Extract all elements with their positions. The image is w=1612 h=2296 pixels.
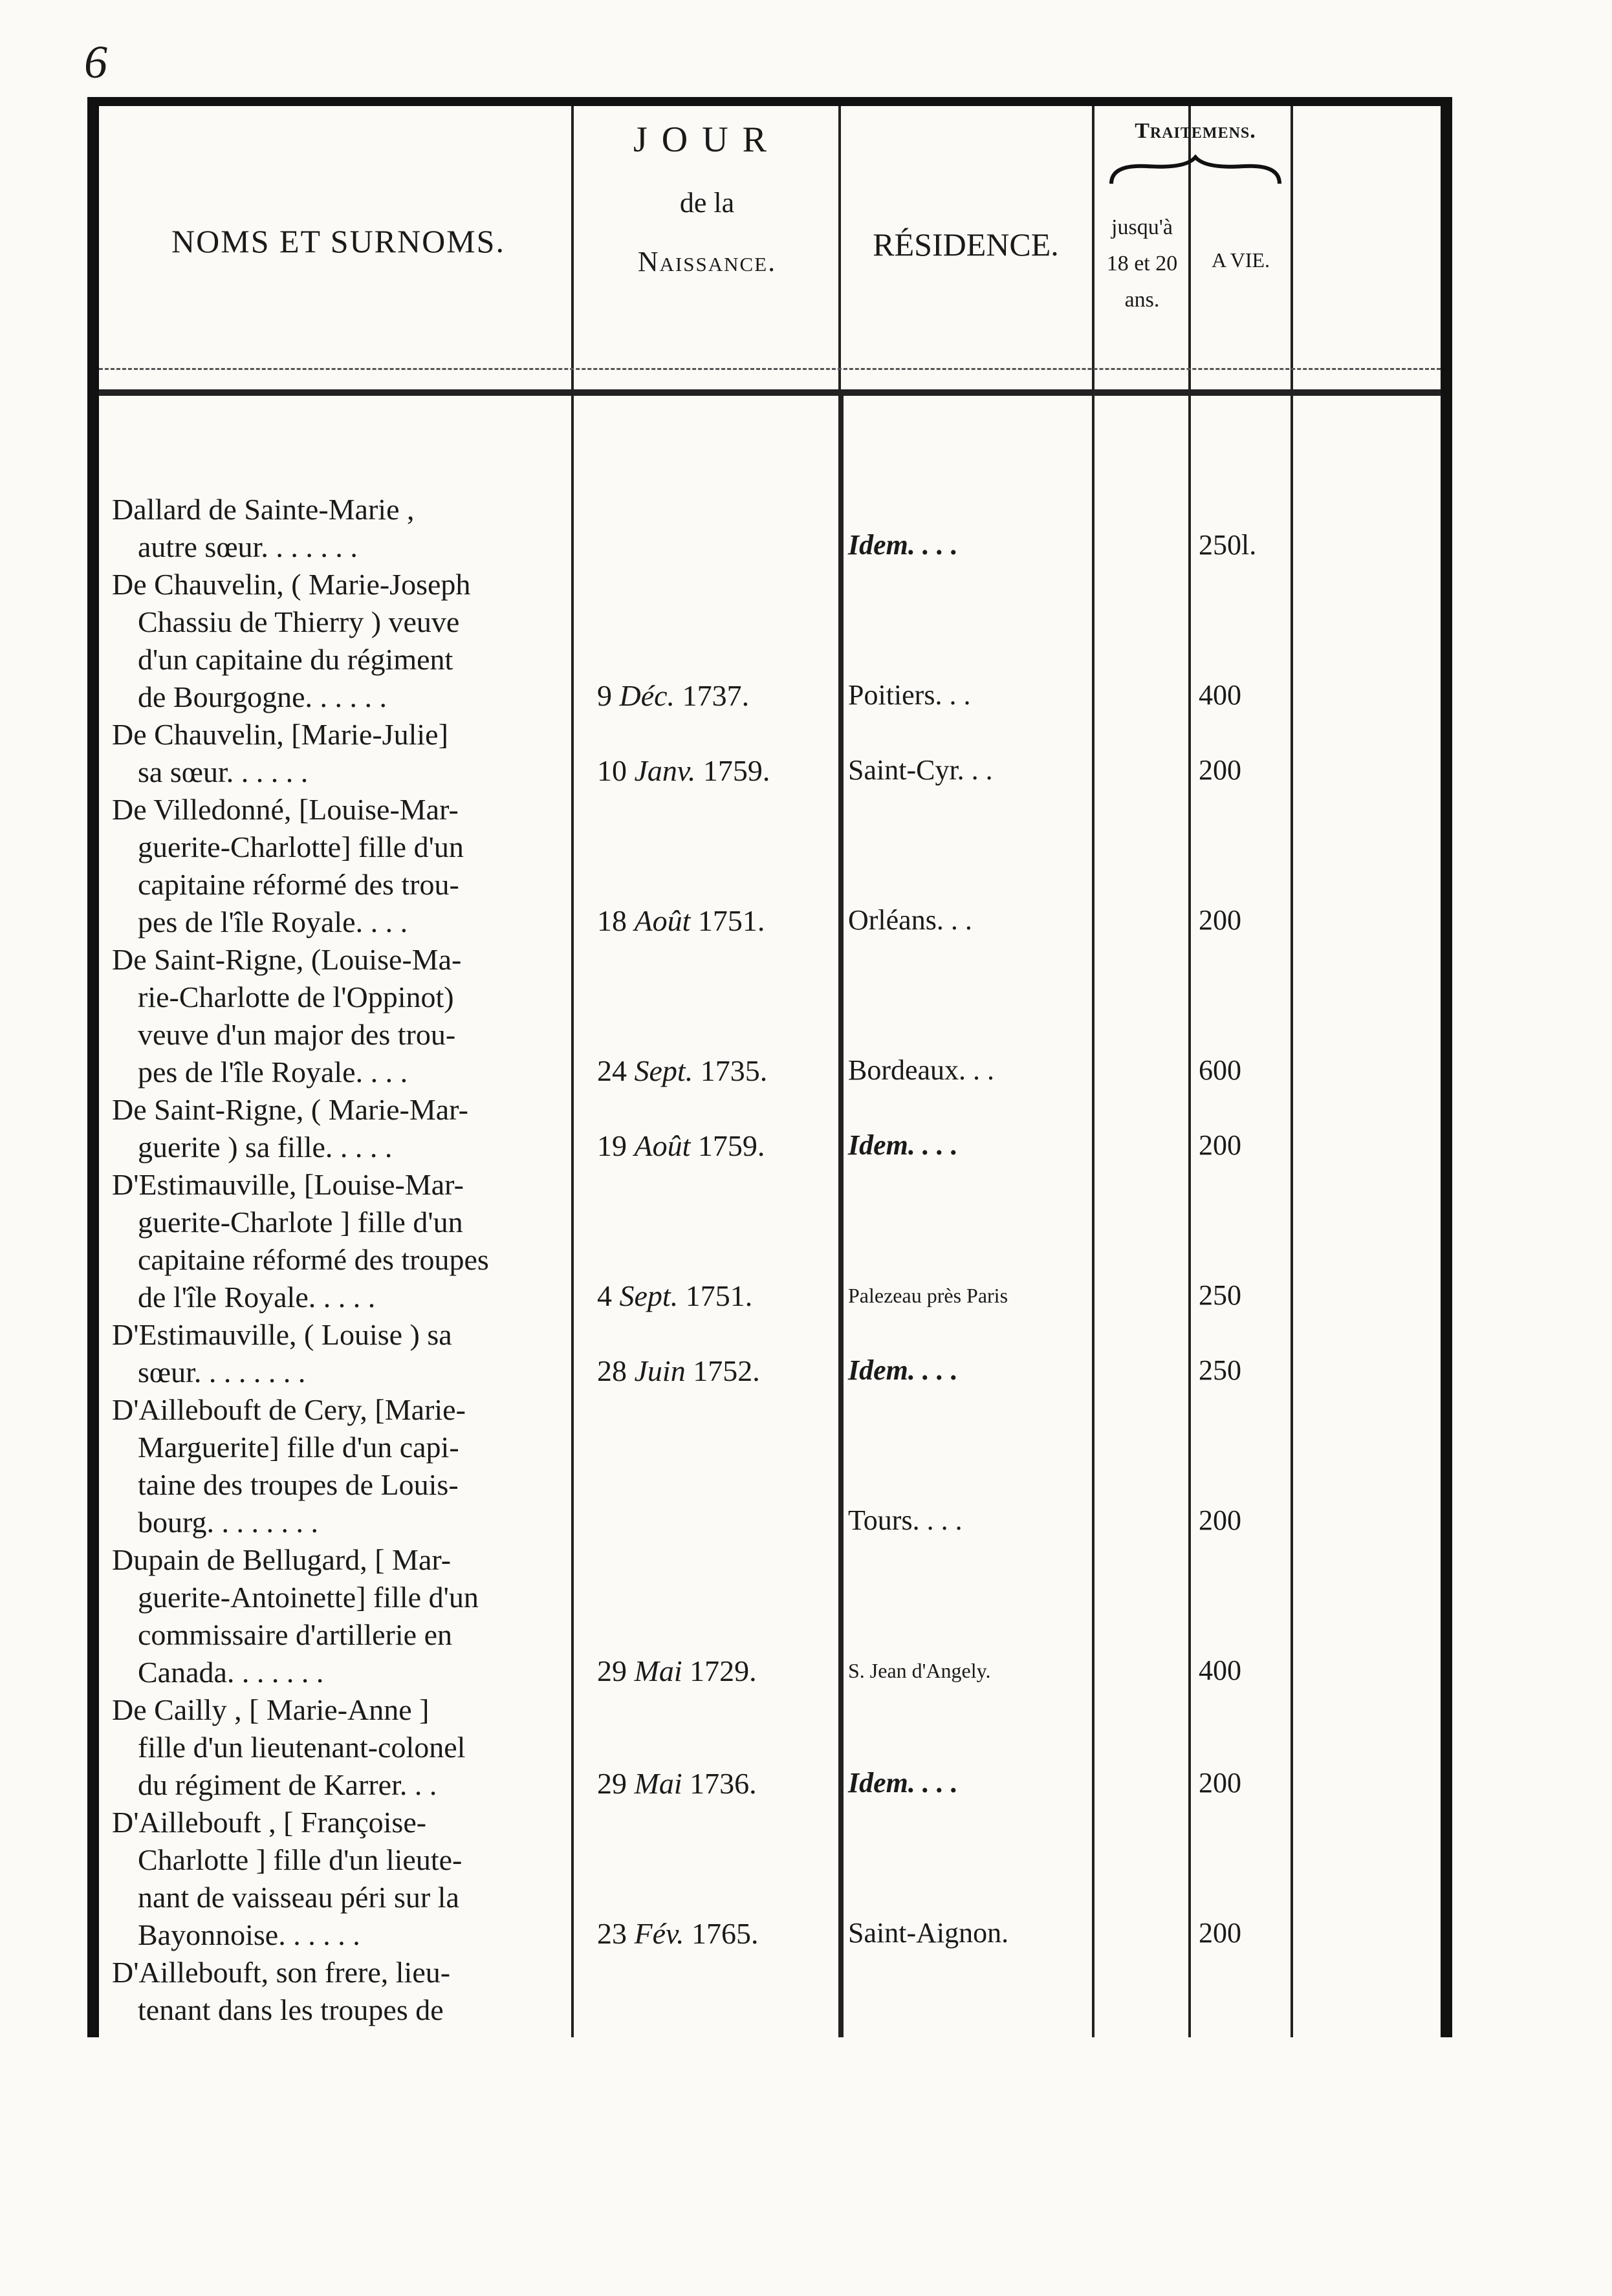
entry-birth-day: 19 <box>597 1129 627 1162</box>
entry-birth-date <box>597 1916 830 1951</box>
table-row <box>99 1316 1441 1391</box>
entry-birth-month: Août <box>634 904 691 937</box>
entry-pension-a-vie: 250 <box>1199 1279 1241 1311</box>
entry-birth-date <box>597 678 830 713</box>
entry-name <box>112 1316 565 1391</box>
entry-birth-month: Août <box>634 1129 691 1162</box>
entry-residence: Palezeau près Paris <box>848 1284 1008 1307</box>
entry-birth-year: 1736. <box>690 1767 757 1800</box>
entry-name-line: guerite-Charlotte] fille d'un <box>138 830 464 863</box>
table-row <box>99 566 1441 716</box>
entry-birth-month: Mai <box>634 1654 682 1687</box>
header-jusqua-line1: jusqu'à <box>1111 215 1173 239</box>
entry-birth-year: 1751. <box>697 904 765 937</box>
table-row <box>99 791 1441 941</box>
entry-name-line: pes de l'île Royale. . . . <box>138 1056 408 1088</box>
entry-birth-year: 1751. <box>685 1279 753 1312</box>
entry-name-line: de Bourgogne. . . . . . <box>138 680 387 713</box>
entry-name-line: De Villedonné, [Louise-Mar- <box>112 793 459 826</box>
entry-birth-day: 18 <box>597 904 627 937</box>
entry-birth-day: 29 <box>597 1767 627 1800</box>
entry-residence: Idem. . . . <box>848 1129 958 1161</box>
entry-name-line: D'Estimauville, [Louise-Mar- <box>112 1168 464 1201</box>
entry-pension-a-vie: 200 <box>1199 1917 1241 1949</box>
entry-residence: Idem. . . . <box>848 1354 958 1386</box>
entry-name-line: De Cailly , [ Marie-Anne ] <box>112 1693 430 1726</box>
entry-birth-date <box>597 753 830 788</box>
entry-name <box>112 566 565 716</box>
table-row <box>99 1091 1441 1166</box>
register-table <box>87 97 1452 2037</box>
entry-name-line: Chassiu de Thierry ) veuve <box>138 605 460 638</box>
entry-name <box>112 1691 565 1804</box>
entry-birth-day: 24 <box>597 1054 627 1087</box>
entry-name-line: Canada. . . . . . . <box>138 1656 324 1689</box>
entry-name-line: guerite-Charlote ] fille d'un <box>138 1206 463 1239</box>
entry-birth-date <box>597 1766 830 1801</box>
header-jusqua <box>1095 210 1189 318</box>
entry-birth-day: 29 <box>597 1654 627 1687</box>
entry-birth-month: Mai <box>634 1767 682 1800</box>
header-jour-line1: JOUR <box>633 120 781 160</box>
entry-name-line: bourg. . . . . . . . <box>138 1506 318 1539</box>
table-row <box>99 941 1441 1091</box>
entry-name <box>112 1541 565 1691</box>
entry-residence: Bordeaux. . . <box>848 1054 995 1086</box>
entry-birth-year: 1737. <box>682 679 750 712</box>
entry-birth-month: Sept. <box>634 1054 693 1087</box>
header-jusqua-line2: 18 et 20 <box>1106 252 1178 276</box>
entry-birth-date <box>597 1279 830 1313</box>
entry-birth-date <box>597 1129 830 1163</box>
entry-name-line: De Chauvelin, [Marie-Julie] <box>112 718 448 751</box>
entry-name-line: D'Aillebouft de Cery, [Marie- <box>112 1393 466 1426</box>
entry-name <box>112 491 565 566</box>
table-row <box>99 491 1441 566</box>
entry-birth-day: 4 <box>597 1279 612 1312</box>
entry-name-line: nant de vaisseau péri sur la <box>138 1881 459 1914</box>
entry-birth-date <box>597 904 830 938</box>
entry-name-line: De Saint-Rigne, (Louise-Ma- <box>112 943 462 976</box>
entry-residence: S. Jean d'Angely. <box>848 1659 991 1682</box>
entry-pension-a-vie: 200 <box>1199 1504 1241 1536</box>
header-jusqua-line3: ans. <box>1124 288 1160 312</box>
entry-name-line: fille d'un lieutenant-colonel <box>138 1731 466 1764</box>
header-jour-line3: Naissance. <box>637 246 777 277</box>
entry-name <box>112 1804 565 1954</box>
entry-name-line: Marguerite] fille d'un capi- <box>138 1431 459 1464</box>
entry-name <box>112 1391 565 1541</box>
entry-birth-day: 9 <box>597 679 612 712</box>
entry-birth-day: 10 <box>597 754 627 787</box>
entry-name-line: capitaine réformé des trou- <box>138 868 459 901</box>
header-jour <box>578 119 836 278</box>
page-number: 6 <box>84 36 107 88</box>
entry-name-line: Charlotte ] fille d'un lieute- <box>138 1843 463 1876</box>
header-noms: NOMS ET SURNOMS. <box>171 223 505 259</box>
entry-name-line: tenant dans les troupes de <box>138 1993 444 2026</box>
entry-birth-date <box>597 1354 830 1388</box>
entry-name-line: Dallard de Sainte-Marie , <box>112 493 415 526</box>
entry-name-line: pes de l'île Royale. . . . <box>138 905 408 938</box>
entry-residence: Idem. . . . <box>848 529 958 561</box>
entry-name-line: taine des troupes de Louis- <box>138 1468 459 1501</box>
entry-name <box>112 1091 565 1166</box>
entry-birth-year: 1729. <box>690 1654 757 1687</box>
table-row <box>99 1691 1441 1804</box>
header-a-vie: A VIE. <box>1211 248 1270 272</box>
entry-name-line: Bayonnoise. . . . . . <box>138 1918 360 1951</box>
entry-birth-year: 1759. <box>703 754 770 787</box>
table-row <box>99 1954 1441 2029</box>
entry-name-line: Dupain de Bellugard, [ Mar- <box>112 1543 452 1576</box>
entry-birth-year: 1735. <box>700 1054 768 1087</box>
entry-name-line: du régiment de Karrer. . . <box>138 1768 437 1801</box>
entry-name-line: De Chauvelin, ( Marie-Joseph <box>112 568 471 601</box>
brace-ornament <box>1108 155 1283 187</box>
header-jour-line2: de la <box>679 187 735 219</box>
entry-birth-month: Sept. <box>619 1279 679 1312</box>
entry-name <box>112 941 565 1091</box>
entry-pension-a-vie: 200 <box>1199 754 1241 786</box>
entry-name <box>112 1166 565 1316</box>
entry-name-line: sa sœur. . . . . . <box>138 755 309 788</box>
entry-name-line: D'Aillebouft, son frere, lieu- <box>112 1956 451 1989</box>
table-row <box>99 1804 1441 1954</box>
entry-birth-day: 28 <box>597 1354 627 1387</box>
entry-birth-date <box>597 1654 830 1688</box>
entry-name-line: commissaire d'artillerie en <box>138 1618 452 1651</box>
table-row <box>99 1541 1441 1691</box>
entry-name-line: capitaine réformé des troupes <box>138 1243 489 1276</box>
table-row <box>99 1166 1441 1316</box>
entry-birth-year: 1759. <box>697 1129 765 1162</box>
entry-name-line: sœur. . . . . . . . <box>138 1356 306 1389</box>
entry-birth-day: 23 <box>597 1917 627 1950</box>
header-rule <box>99 389 1441 396</box>
entry-pension-a-vie: 400 <box>1199 679 1241 711</box>
header-residence: RÉSIDENCE. <box>873 226 1059 263</box>
entry-birth-date <box>597 1054 830 1088</box>
entry-birth-year: 1765. <box>692 1917 759 1950</box>
entry-birth-month: Juin <box>634 1354 686 1387</box>
entry-pension-a-vie: 200 <box>1199 1129 1241 1161</box>
entry-name <box>112 1954 565 2029</box>
entry-name-line: d'un capitaine du régiment <box>138 643 453 676</box>
entry-residence: Orléans. . . <box>848 904 972 936</box>
entry-name-line: rie-Charlotte de l'Oppinot) <box>138 980 454 1013</box>
entry-residence: Idem. . . . <box>848 1767 958 1799</box>
entry-birth-month: Janv. <box>634 754 696 787</box>
entry-name-line: guerite ) sa fille. . . . . <box>138 1131 393 1164</box>
entry-pension-a-vie: 250l. <box>1199 529 1257 561</box>
entry-birth-year: 1752. <box>693 1354 760 1387</box>
table-row <box>99 1391 1441 1541</box>
entry-residence: Poitiers. . . <box>848 679 971 711</box>
entry-name-line: De Saint-Rigne, ( Marie-Mar- <box>112 1093 468 1126</box>
entry-name-line: autre sœur. . . . . . . <box>138 530 358 563</box>
entry-residence: Saint-Aignon. <box>848 1917 1009 1949</box>
entry-pension-a-vie: 250 <box>1199 1354 1241 1386</box>
header-traitemens: Traitemens. <box>1135 119 1256 143</box>
entry-birth-month: Fév. <box>634 1917 684 1950</box>
entry-pension-a-vie: 200 <box>1199 1767 1241 1799</box>
entry-name <box>112 716 565 791</box>
entry-name-line: guerite-Antoinette] fille d'un <box>138 1581 479 1614</box>
header-dotted-rule <box>99 368 1441 370</box>
entry-residence: Saint-Cyr. . . <box>848 754 993 786</box>
entry-name-line: de l'île Royale. . . . . <box>138 1281 376 1314</box>
entry-name-line: D'Estimauville, ( Louise ) sa <box>112 1318 452 1351</box>
entry-name-line: D'Aillebouft , [ Françoise- <box>112 1806 427 1839</box>
entry-residence: Tours. . . . <box>848 1504 963 1536</box>
entry-pension-a-vie: 600 <box>1199 1054 1241 1086</box>
table-row <box>99 716 1441 791</box>
entry-name-line: veuve d'un major des trou- <box>138 1018 456 1051</box>
entry-pension-a-vie: 400 <box>1199 1654 1241 1686</box>
entry-birth-month: Déc. <box>619 679 675 712</box>
entry-name <box>112 791 565 941</box>
entry-pension-a-vie: 200 <box>1199 904 1241 936</box>
